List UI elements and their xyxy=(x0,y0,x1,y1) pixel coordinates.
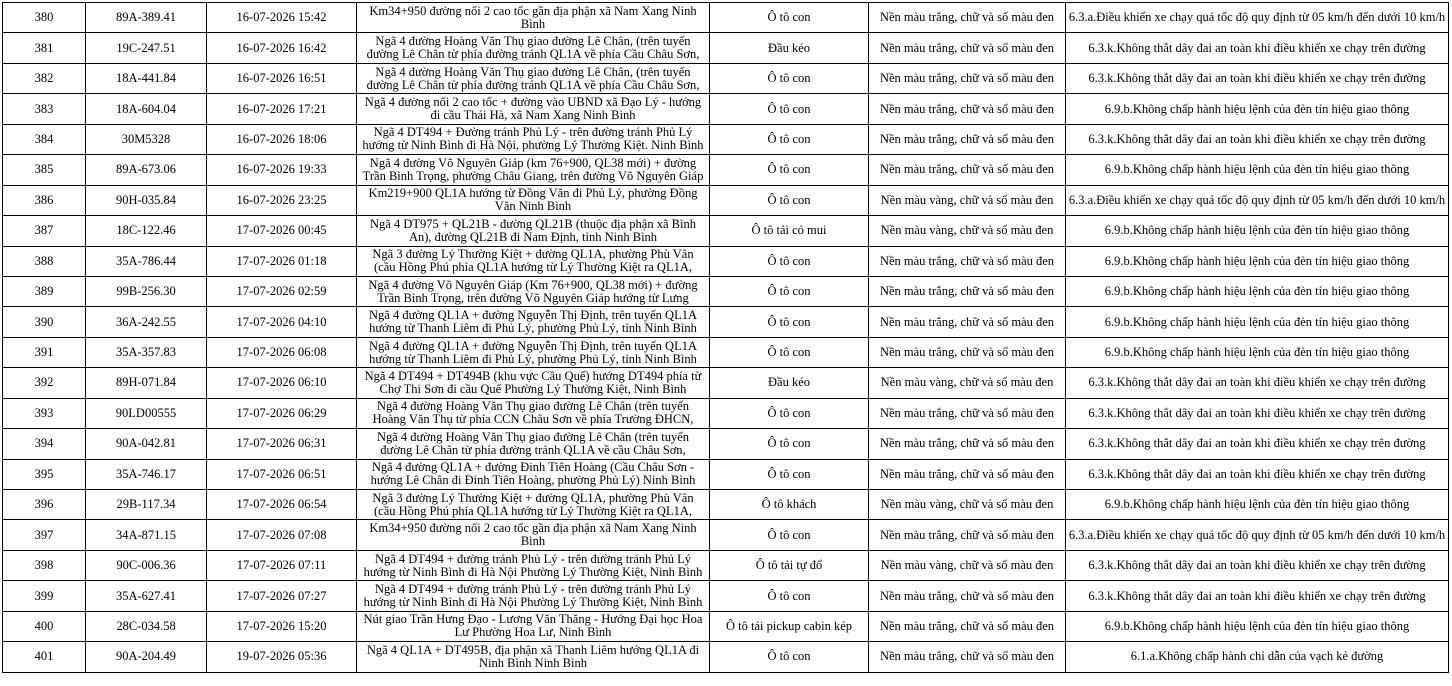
table-row xyxy=(3,642,1449,672)
location-cell xyxy=(357,185,710,215)
violation-cell: 6.9.b.Không chấp hành hiệu lệnh của đèn tín hiệu giao thông xyxy=(1066,246,1449,276)
plate-number-cell: 29B-117.34 xyxy=(86,490,207,520)
vehicle-type-cell: Ô tô con xyxy=(710,307,869,337)
row-number-cell: 381 xyxy=(3,33,86,63)
timestamp-cell: 17-07-2026 06:29 xyxy=(207,398,357,428)
plate-number-cell: 19C-247.51 xyxy=(86,33,207,63)
row-number-cell: 386 xyxy=(3,185,86,215)
plate-color-cell: Nền màu trắng, chữ và số màu đen xyxy=(869,520,1066,550)
timestamp-cell: 17-07-2026 06:51 xyxy=(207,459,357,489)
vehicle-type-cell: Ô tô con xyxy=(710,398,869,428)
plate-number-cell: 90LD00555 xyxy=(86,398,207,428)
violation-cell: 6.3.a.Điều khiển xe chạy quá tốc độ quy định từ 05 km/h đến dưới 10 km/h xyxy=(1066,3,1449,33)
violation-cell: 6.3.a.Điều khiển xe chạy quá tốc độ quy định từ 05 km/h đến dưới 10 km/h xyxy=(1066,185,1449,215)
violation-cell: 6.1.a.Không chấp hành chỉ dẫn của vạch kẻ đường xyxy=(1066,642,1449,672)
violation-cell: 6.9.b.Không chấp hành hiệu lệnh của đèn tín hiệu giao thông xyxy=(1066,155,1449,185)
location-cell xyxy=(357,550,710,580)
row-number-cell: 398 xyxy=(3,550,86,580)
table-row xyxy=(3,490,1449,520)
vehicle-type-cell: Ô tô con xyxy=(710,276,869,306)
plate-color-cell: Nền màu trắng, chữ và số màu đen xyxy=(869,307,1066,337)
row-number-cell: 389 xyxy=(3,276,86,306)
violation-cell: 6.3.k.Không thắt dây đai an toàn khi điều khiển xe chạy trên đường xyxy=(1066,33,1449,63)
plate-number-cell: 90A-042.81 xyxy=(86,429,207,459)
location-text: Ngã 4 đường QL1A + đường Nguyễn Thị Định, trên tuyến QL1A hướng từ Thanh Liêm đi Phủ Lý, phường Phủ Lý, tỉnh Ninh Bình xyxy=(369,339,697,366)
plate-number-cell: 90A-204.49 xyxy=(86,642,207,672)
vehicle-type-cell: Ô tô con xyxy=(710,124,869,154)
violation-cell: 6.9.b.Không chấp hành hiệu lệnh của đèn tín hiệu giao thông xyxy=(1066,337,1449,367)
plate-color-cell: Nền màu trắng, chữ và số màu đen xyxy=(869,124,1066,154)
row-number-cell: 380 xyxy=(3,3,86,33)
violation-cell: 6.3.k.Không thắt dây đai an toàn khi điều khiển xe chạy trên đường xyxy=(1066,550,1449,580)
location-text: Ngã 4 đường Hoàng Văn Thụ giao đường Lê Chân (trên tuyến đường Lê Chân từ phía đường tránh QL1A về cầu Châu Sơn, xyxy=(376,430,689,457)
plate-number-cell: 18A-604.04 xyxy=(86,94,207,124)
plate-color-cell: Nền màu trắng, chữ và số màu đen xyxy=(869,611,1066,641)
table-row xyxy=(3,94,1449,124)
plate-number-cell: 89A-389.41 xyxy=(86,3,207,33)
plate-color-cell: Nền màu trắng, chữ và số màu đen xyxy=(869,94,1066,124)
row-number-cell: 394 xyxy=(3,429,86,459)
violation-cell: 6.3.k.Không thắt dây đai an toàn khi điều khiển xe chạy trên đường xyxy=(1066,581,1449,611)
location-text: Ngã 4 đường QL1A + đường Đinh Tiên Hoàng (Cầu Châu Sơn - hướng Lê Chân đi Đinh Tiên Hoàng, phường Phủ Lý) Ninh Bình xyxy=(370,461,696,488)
violation-cell: 6.3.k.Không thắt dây đai an toàn khi điều khiển xe chạy trên đường xyxy=(1066,398,1449,428)
row-number-cell: 387 xyxy=(3,216,86,246)
timestamp-cell: 17-07-2026 02:59 xyxy=(207,276,357,306)
timestamp-cell: 17-07-2026 01:18 xyxy=(207,246,357,276)
vehicle-type-cell: Ô tô con xyxy=(710,3,869,33)
timestamp-cell: 17-07-2026 06:10 xyxy=(207,368,357,398)
location-cell xyxy=(357,307,710,337)
table-row xyxy=(3,124,1449,154)
vehicle-type-cell: Ô tô con xyxy=(710,63,869,93)
timestamp-cell: 17-07-2026 06:08 xyxy=(207,337,357,367)
location-text: Ngã 4 đường Võ Nguyên Giáp (km 76+900, QL38 mới) + đường Trần Bình Trọng, phường Châu Giang, trên đường Võ Nguyên Giáp xyxy=(362,156,704,183)
row-number-cell: 384 xyxy=(3,124,86,154)
vehicle-type-cell: Ô tô con xyxy=(710,581,869,611)
location-text: Ngã 4 đường Hoàng Văn Thụ giao đường Lê Chân, (trên tuyến đường Lê Chân từ phía đường tránh QL1A về phía Cầu Châu Sơn, xyxy=(366,35,700,62)
table-row xyxy=(3,459,1449,489)
vehicle-type-cell: Ô tô con xyxy=(710,155,869,185)
location-cell xyxy=(357,216,710,246)
violation-cell: 6.9.b.Không chấp hành hiệu lệnh của đèn tín hiệu giao thông xyxy=(1066,276,1449,306)
row-number-cell: 382 xyxy=(3,63,86,93)
row-number-cell: 392 xyxy=(3,368,86,398)
location-cell xyxy=(357,94,710,124)
timestamp-cell: 17-07-2026 15:20 xyxy=(207,611,357,641)
row-number-cell: 388 xyxy=(3,246,86,276)
location-text: Km34+950 đường nối 2 cao tốc gần địa phận xã Nam Xang Ninh Bình xyxy=(369,4,697,31)
timestamp-cell: 17-07-2026 06:54 xyxy=(207,490,357,520)
location-cell xyxy=(357,490,710,520)
row-number-cell: 396 xyxy=(3,490,86,520)
violation-cell: 6.9.b.Không chấp hành hiệu lệnh của đèn tín hiệu giao thông xyxy=(1066,490,1449,520)
timestamp-cell: 17-07-2026 00:45 xyxy=(207,216,357,246)
plate-color-cell: Nền màu trắng, chữ và số màu đen xyxy=(869,581,1066,611)
row-number-cell: 393 xyxy=(3,398,86,428)
location-text: Ngã 4 đường Hoàng Văn Thụ giao đường Lê Chân, (trên tuyến đường Lê Chân từ phía đường tránh QL1A về phía Cầu Châu Sơn, xyxy=(366,65,700,92)
location-text: Ngã 4 DT975 + QL21B - đường QL21B (thuộc địa phận xã Bình An), đường QL21B đi Nam Định, tỉnh Ninh Bình xyxy=(370,217,696,244)
plate-number-cell: 34A-871.15 xyxy=(86,520,207,550)
location-text: Nút giao Trần Hưng Đạo - Lương Văn Thăng - Hướng Đại học Hoa Lư Phường Hoa Lư, Ninh Bình xyxy=(363,613,703,640)
table-body xyxy=(3,3,1449,673)
location-text: Ngã 3 đường Lý Thường Kiệt + đường QL1A, phường Phù Vân (cầu Hồng Phú phía QL1A hướng từ Lý Thường Kiệt ra QL1A, xyxy=(372,491,694,518)
plate-number-cell: 35A-786.44 xyxy=(86,246,207,276)
location-cell xyxy=(357,520,710,550)
table-row xyxy=(3,276,1449,306)
violation-cell: 6.9.b.Không chấp hành hiệu lệnh của đèn tín hiệu giao thông xyxy=(1066,307,1449,337)
location-cell xyxy=(357,33,710,63)
plate-number-cell: 35A-357.83 xyxy=(86,337,207,367)
violation-cell: 6.3.k.Không thắt dây đai an toàn khi điều khiển xe chạy trên đường xyxy=(1066,124,1449,154)
location-text: Ngã 4 QL1A + DT495B, địa phận xã Thanh Liêm hướng QL1A đi Ninh Bình Ninh Bình xyxy=(366,643,700,670)
plate-number-cell: 35A-627.41 xyxy=(86,581,207,611)
plate-number-cell: 89A-673.06 xyxy=(86,155,207,185)
table-row xyxy=(3,398,1449,428)
timestamp-cell: 16-07-2026 23:25 xyxy=(207,185,357,215)
location-cell xyxy=(357,276,710,306)
row-number-cell: 399 xyxy=(3,581,86,611)
timestamp-cell: 19-07-2026 05:36 xyxy=(207,642,357,672)
table-row xyxy=(3,246,1449,276)
vehicle-type-cell: Ô tô con xyxy=(710,246,869,276)
row-number-cell: 400 xyxy=(3,611,86,641)
table-row xyxy=(3,337,1449,367)
location-text: Ngã 4 đường Hoàng Văn Thụ giao đường Lê Chân (trên tuyến Hoàng Văn Thụ từ phía CCN Châu Sơn về phía Trường ĐHCN, xyxy=(372,400,694,427)
violations-table xyxy=(2,2,1449,673)
plate-color-cell: Nền màu vàng, chữ và số màu đen xyxy=(869,550,1066,580)
table-row xyxy=(3,368,1449,398)
plate-color-cell: Nền màu trắng, chữ và số màu đen xyxy=(869,337,1066,367)
row-number-cell: 395 xyxy=(3,459,86,489)
location-cell xyxy=(357,155,710,185)
row-number-cell: 390 xyxy=(3,307,86,337)
vehicle-type-cell: Ô tô con xyxy=(710,185,869,215)
location-text: Ngã 4 DT494 + Đường tránh Phủ Lý - trên đường tránh Phủ Lý hướng từ Ninh Bình đi Hà Nội, phường Lý Thường Kiệt. Ninh Bình xyxy=(362,126,704,153)
location-text: Ngã 4 DT494 + đường tránh Phủ Lý - trên đường tránh Phủ Lý hướng từ Ninh Bình đi Hà Nội Phường Lý Thường Kiệt, Ninh Bình xyxy=(363,583,703,610)
vehicle-type-cell: Ô tô con xyxy=(710,459,869,489)
violation-cell: 6.3.k.Không thắt dây đai an toàn khi điều khiển xe chạy trên đường xyxy=(1066,459,1449,489)
location-text: Ngã 4 DT494 + đường tránh Phủ Lý - trên đường tránh Phủ Lý hướng từ Ninh Bình đi Hà Nội Phường Lý Thường Kiệt, Ninh Bình xyxy=(363,552,703,579)
vehicle-type-cell: Ô tô con xyxy=(710,337,869,367)
table-row xyxy=(3,155,1449,185)
table-row xyxy=(3,63,1449,93)
vehicle-type-cell: Đầu kéo xyxy=(710,368,869,398)
plate-number-cell: 89H-071.84 xyxy=(86,368,207,398)
vehicle-type-cell: Ô tô tải pickup cabin kép xyxy=(710,611,869,641)
table-row xyxy=(3,520,1449,550)
timestamp-cell: 16-07-2026 17:21 xyxy=(207,94,357,124)
vehicle-type-cell: Ô tô tải tự đổ xyxy=(710,550,869,580)
location-cell xyxy=(357,642,710,672)
location-text: Ngã 4 đường Võ Nguyên Giáp (Km 76+900, QL38 mới) + đường Trần Bình Trọng, trên đường Võ Nguyên Giáp hướng từ Lưng xyxy=(368,278,698,305)
row-number-cell: 397 xyxy=(3,520,86,550)
timestamp-cell: 16-07-2026 19:33 xyxy=(207,155,357,185)
plate-color-cell: Nền màu trắng, chữ và số màu đen xyxy=(869,3,1066,33)
timestamp-cell: 17-07-2026 06:31 xyxy=(207,429,357,459)
plate-number-cell: 90C-006.36 xyxy=(86,550,207,580)
location-cell xyxy=(357,459,710,489)
row-number-cell: 385 xyxy=(3,155,86,185)
violation-cell: 6.3.k.Không thắt dây đai an toàn khi điều khiển xe chạy trên đường xyxy=(1066,63,1449,93)
plate-color-cell: Nền màu trắng, chữ và số màu đen xyxy=(869,398,1066,428)
row-number-cell: 401 xyxy=(3,642,86,672)
location-text: Ngã 4 đường QL1A + đường Nguyễn Thị Định, trên tuyến QL1A hướng từ Thanh Liêm đi Phủ Lý, phường Phủ Lý, tỉnh Ninh Bình xyxy=(369,309,697,336)
vehicle-type-cell: Ô tô tải có mui xyxy=(710,216,869,246)
violation-cell: 6.9.b.Không chấp hành hiệu lệnh của đèn tín hiệu giao thông xyxy=(1066,94,1449,124)
plate-color-cell: Nền màu trắng, chữ và số màu đen xyxy=(869,276,1066,306)
table-row xyxy=(3,611,1449,641)
plate-number-cell: 99B-256.30 xyxy=(86,276,207,306)
row-number-cell: 391 xyxy=(3,337,86,367)
violation-cell: 6.9.b.Không chấp hành hiệu lệnh của đèn tín hiệu giao thông xyxy=(1066,611,1449,641)
plate-number-cell: 35A-746.17 xyxy=(86,459,207,489)
timestamp-cell: 16-07-2026 15:42 xyxy=(207,3,357,33)
table-row xyxy=(3,33,1449,63)
vehicle-type-cell: Đầu kéo xyxy=(710,33,869,63)
timestamp-cell: 17-07-2026 07:11 xyxy=(207,550,357,580)
location-cell xyxy=(357,429,710,459)
plate-color-cell: Nền màu vàng, chữ và số màu đen xyxy=(869,216,1066,246)
vehicle-type-cell: Ô tô con xyxy=(710,520,869,550)
violation-cell: 6.3.k.Không thắt dây đai an toàn khi điều khiển xe chạy trên đường xyxy=(1066,429,1449,459)
location-text: Km34+950 đường nối 2 cao tốc gần địa phận xã Nam Xang Ninh Bình xyxy=(369,522,697,549)
table-row xyxy=(3,550,1449,580)
plate-number-cell: 18C-122.46 xyxy=(86,216,207,246)
vehicle-type-cell: Ô tô con xyxy=(710,642,869,672)
plate-color-cell: Nền màu trắng, chữ và số màu đen xyxy=(869,63,1066,93)
plate-color-cell: Nền màu trắng, chữ và số màu đen xyxy=(869,246,1066,276)
plate-number-cell: 18A-441.84 xyxy=(86,63,207,93)
plate-color-cell: Nền màu trắng, chữ và số màu đen xyxy=(869,33,1066,63)
timestamp-cell: 16-07-2026 16:51 xyxy=(207,63,357,93)
timestamp-cell: 16-07-2026 16:42 xyxy=(207,33,357,63)
table-row xyxy=(3,307,1449,337)
location-cell xyxy=(357,581,710,611)
location-cell xyxy=(357,368,710,398)
plate-color-cell: Nền màu trắng, chữ và số màu đen xyxy=(869,429,1066,459)
violation-cell: 6.3.a.Điều khiển xe chạy quá tốc độ quy định từ 05 km/h đến dưới 10 km/h xyxy=(1066,520,1449,550)
table-row xyxy=(3,581,1449,611)
plate-number-cell: 36A-242.55 xyxy=(86,307,207,337)
timestamp-cell: 17-07-2026 04:10 xyxy=(207,307,357,337)
table-row xyxy=(3,216,1449,246)
table-row xyxy=(3,429,1449,459)
location-cell xyxy=(357,337,710,367)
table-row xyxy=(3,185,1449,215)
location-cell xyxy=(357,611,710,641)
location-cell xyxy=(357,246,710,276)
vehicle-type-cell: Ô tô khách xyxy=(710,490,869,520)
vehicle-type-cell: Ô tô con xyxy=(710,94,869,124)
location-cell xyxy=(357,3,710,33)
plate-number-cell: 30M5328 xyxy=(86,124,207,154)
location-text: Km219+900 QL1A hướng từ Đồng Văn đi Phủ Lý, phường Đồng Văn Ninh Bình xyxy=(368,187,698,214)
plate-color-cell: Nền màu trắng, chữ và số màu đen xyxy=(869,642,1066,672)
plate-number-cell: 90H-035.84 xyxy=(86,185,207,215)
timestamp-cell: 16-07-2026 18:06 xyxy=(207,124,357,154)
location-cell xyxy=(357,124,710,154)
plate-color-cell: Nền màu trắng, chữ và số màu đen xyxy=(869,155,1066,185)
location-cell xyxy=(357,63,710,93)
plate-color-cell: Nền màu vàng, chữ và số màu đen xyxy=(869,185,1066,215)
plate-color-cell: Nền màu trắng, chữ và số màu đen xyxy=(869,459,1066,489)
plate-color-cell: Nền màu vàng, chữ và số màu đen xyxy=(869,368,1066,398)
timestamp-cell: 17-07-2026 07:08 xyxy=(207,520,357,550)
row-number-cell: 383 xyxy=(3,94,86,124)
violation-cell: 6.9.b.Không chấp hành hiệu lệnh của đèn tín hiệu giao thông xyxy=(1066,216,1449,246)
location-text: Ngã 4 DT494 + DT494B (khu vực Cầu Quế) hướng DT494 phía từ Chợ Thi Sơn đi cầu Quế Phường Lý Thường Kiệt, Ninh Bình xyxy=(364,369,702,396)
plate-color-cell: Nền màu vàng, chữ và số màu đen xyxy=(869,490,1066,520)
plate-number-cell: 28C-034.58 xyxy=(86,611,207,641)
location-text: Ngã 4 đường nối 2 cao tốc + đường vào UBND xã Đạo Lý - hướng đi cầu Thái Hà, xã Nam Xang Ninh Bình xyxy=(364,96,702,123)
timestamp-cell: 17-07-2026 07:27 xyxy=(207,581,357,611)
table-row xyxy=(3,3,1449,33)
vehicle-type-cell: Ô tô con xyxy=(710,429,869,459)
violation-cell: 6.3.k.Không thắt dây đai an toàn khi điều khiển xe chạy trên đường xyxy=(1066,368,1449,398)
location-cell xyxy=(357,398,710,428)
location-text: Ngã 3 đường Lý Thường Kiệt + đường QL1A, phường Phù Vân (cầu Hồng Phú phía QL1A hướng từ Lý Thường Kiệt ra QL1A, xyxy=(372,248,694,275)
